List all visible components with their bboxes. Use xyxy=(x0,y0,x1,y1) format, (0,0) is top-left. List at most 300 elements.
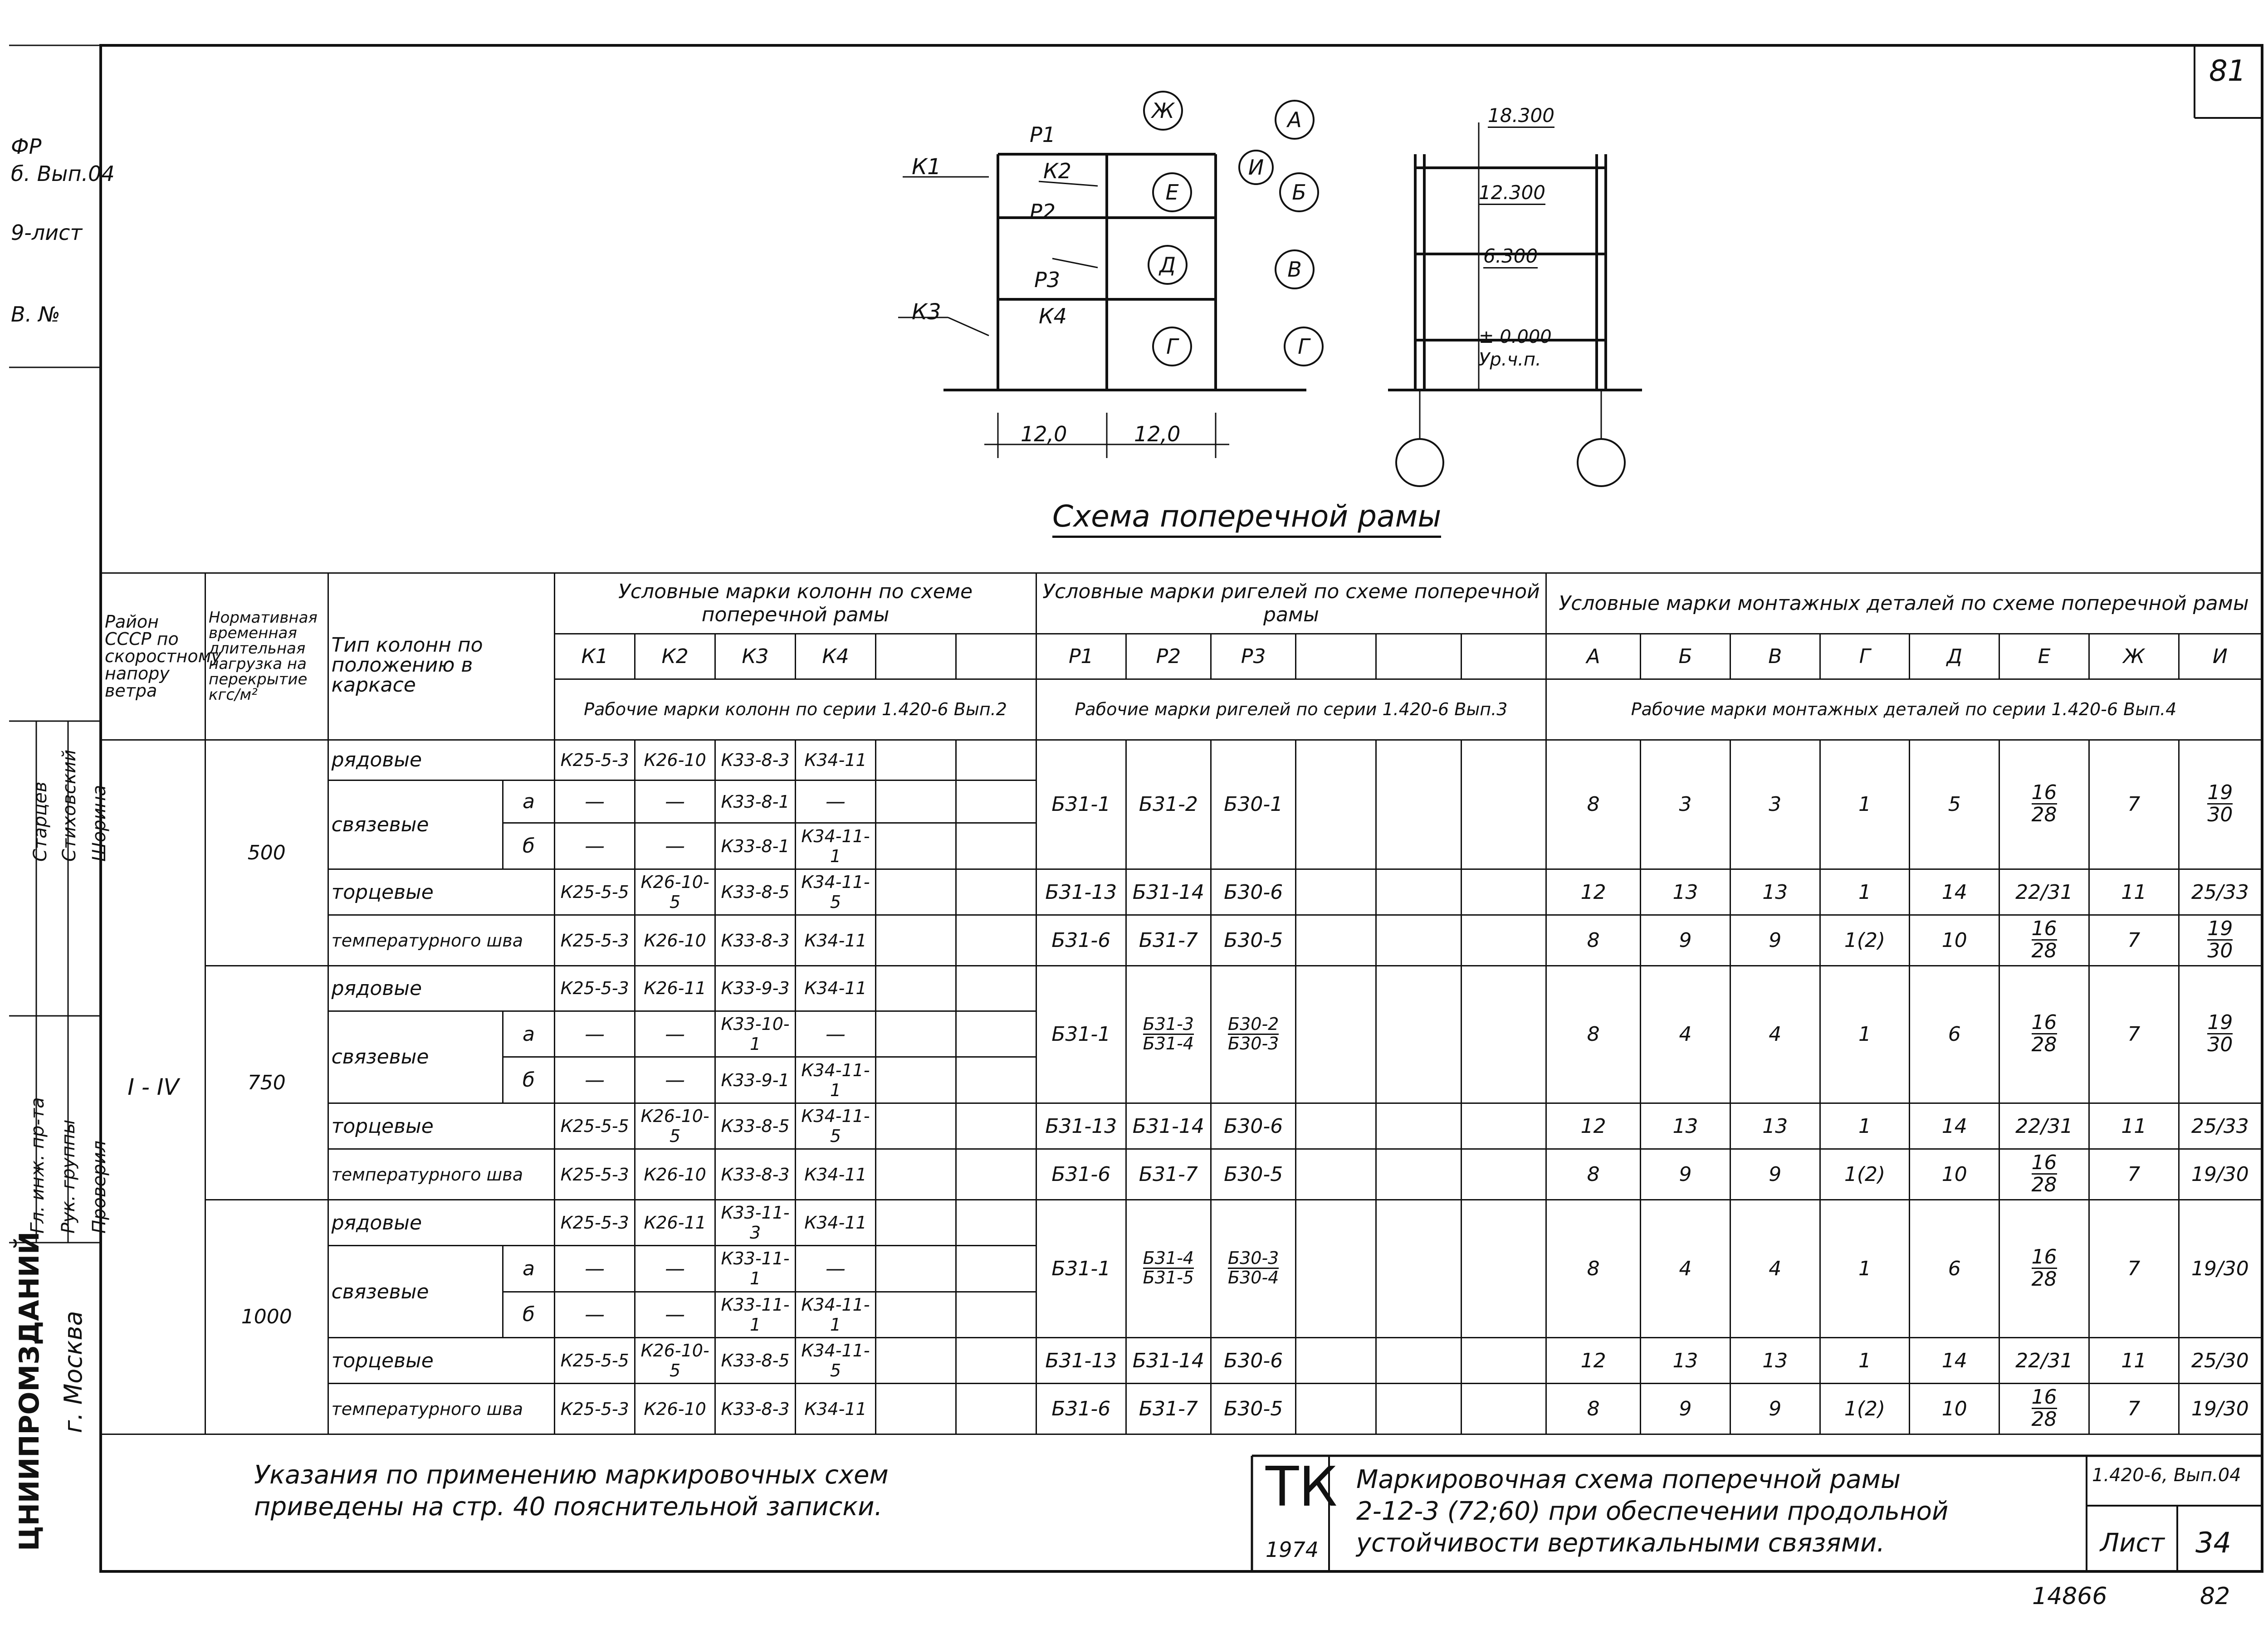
cell-k1: К25-5-3 xyxy=(555,915,635,966)
cell-empty xyxy=(956,1103,1036,1149)
cell-p1: Б31-13 xyxy=(1036,1103,1126,1149)
cell-k1: К25-5-3 xyxy=(555,966,635,1011)
node-e: Е xyxy=(1152,172,1192,212)
cell-k2: К26-11 xyxy=(635,1200,715,1245)
span-dimension-2: 12,0 xyxy=(1134,422,1181,446)
col-mark-k3: К3 xyxy=(715,634,796,679)
cell-empty xyxy=(1376,1337,1461,1383)
type-row-750: рядовые xyxy=(328,966,555,1011)
fraction-bottom: 28 xyxy=(2031,1173,2057,1197)
fraction-bottom: 30 xyxy=(2207,803,2233,827)
cell-e xyxy=(1999,1384,2089,1434)
fraction-top: 16 xyxy=(2031,781,2057,805)
cell-empty xyxy=(1296,966,1376,1103)
cell-d: 6 xyxy=(1910,1200,1999,1337)
cell-k4: К34-11-5 xyxy=(796,1103,876,1149)
cell-p2: Б31-2 xyxy=(1126,740,1211,869)
cell-p2: Б31-7 xyxy=(1126,1149,1211,1200)
cell-k4: К34-11 xyxy=(796,966,876,1011)
cell-a: 8 xyxy=(1546,966,1641,1103)
col-mark-k1: К1 xyxy=(555,634,635,679)
cell-d: 10 xyxy=(1910,915,1999,966)
cell-e: 22/31 xyxy=(1999,869,2089,915)
cell-v: 13 xyxy=(1730,1103,1820,1149)
cell-g: 1(2) xyxy=(1820,1149,1910,1200)
cell-e xyxy=(1999,915,2089,966)
cell-empty xyxy=(875,1200,956,1245)
col-mark-k4: К4 xyxy=(796,634,876,679)
cell-dash: — xyxy=(796,780,876,823)
column-mark-k1: К1 xyxy=(912,154,941,180)
det-mark-b: Б xyxy=(1641,634,1730,679)
cell-empty xyxy=(956,1200,1036,1245)
cell-empty xyxy=(1376,1149,1461,1200)
margin-text-3: 9-лист xyxy=(11,220,83,245)
cell-p3: Б30-6 xyxy=(1211,869,1296,915)
node-g-2: Г xyxy=(1284,327,1324,366)
beam-mark-p1: Р1 xyxy=(1030,122,1056,147)
cell-b: 3 xyxy=(1641,740,1730,869)
det-mark-v: В xyxy=(1730,634,1820,679)
stamp-title-3: устойчивости вертикальными связями. xyxy=(1356,1528,1885,1558)
cell-k1: К25-5-3 xyxy=(555,1200,635,1245)
cell-p1: Б31-6 xyxy=(1036,915,1126,966)
type-tie-750: связевые xyxy=(328,1011,503,1103)
node-zh: Ж xyxy=(1143,91,1183,131)
cell-empty xyxy=(1376,1103,1461,1149)
cell-k1: К25-5-3 xyxy=(555,1384,635,1434)
cell-d: 14 xyxy=(1910,1337,1999,1383)
cell-k3: К33-8-5 xyxy=(715,1103,796,1149)
cell-dash: — xyxy=(635,1057,715,1103)
cell-empty xyxy=(956,740,1036,780)
cell-a: 8 xyxy=(1546,915,1641,966)
header-column-marks: Условные марки колонн по схеме поперечной рамы xyxy=(555,573,1036,634)
column-mark-k2: К2 xyxy=(1043,159,1071,183)
cell-empty xyxy=(956,1246,1036,1292)
cell-d: 5 xyxy=(1910,740,1999,869)
cell-i: 19/30 xyxy=(2179,1149,2261,1200)
cell-k3: К33-9-1 xyxy=(715,1057,796,1103)
det-mark-d: Д xyxy=(1910,634,1999,679)
cell-empty xyxy=(1376,1200,1461,1337)
cell-k3: К33-8-1 xyxy=(715,780,796,823)
level-6300: 6.300 xyxy=(1483,245,1538,268)
level-12300: 12.300 xyxy=(1479,181,1545,205)
node-i: И xyxy=(1238,150,1274,185)
cell-p2: Б31-14 xyxy=(1126,869,1211,915)
cell-empty xyxy=(956,869,1036,915)
cell-empty xyxy=(1461,1103,1546,1149)
cell-empty xyxy=(1461,1384,1546,1434)
cell-a: 8 xyxy=(1546,1384,1641,1434)
cell-empty xyxy=(956,966,1036,1011)
column-mark-k3: К3 xyxy=(912,299,941,325)
sub-b: б xyxy=(503,1057,555,1103)
cell-empty xyxy=(1461,1200,1546,1337)
header-column-type: Тип колонн по положению в каркасе xyxy=(328,573,555,740)
cell-i xyxy=(2179,915,2261,966)
cell-empty xyxy=(1461,869,1546,915)
cell-p2: Б31-7 xyxy=(1126,1384,1211,1434)
cell-empty xyxy=(875,1246,956,1292)
span-dimension-1: 12,0 xyxy=(1021,422,1067,446)
cell-zh: 7 xyxy=(2089,1384,2179,1434)
beam-mark-empty xyxy=(1376,634,1461,679)
cell-empty xyxy=(875,966,956,1011)
cell-zh: 7 xyxy=(2089,966,2179,1103)
cell-empty xyxy=(956,823,1036,869)
type-temp-1000: температурного шва xyxy=(328,1384,555,1434)
cell-e: 22/31 xyxy=(1999,1337,2089,1383)
cell-g: 1 xyxy=(1820,869,1910,915)
det-mark-zh: Ж xyxy=(2089,634,2179,679)
role-label-3: Проверил xyxy=(89,1140,110,1234)
cell-empty xyxy=(1376,966,1461,1103)
cell-zh: 11 xyxy=(2089,869,2179,915)
cell-a: 8 xyxy=(1546,1200,1641,1337)
district-value: I - IV xyxy=(102,740,205,1434)
cell-i: 25/33 xyxy=(2179,1103,2261,1149)
type-row-500: рядовые xyxy=(328,740,555,780)
stamp-title-1: Маркировочная схема поперечной рамы xyxy=(1356,1465,1901,1494)
type-end-750: торцевые xyxy=(328,1103,555,1149)
cell-empty xyxy=(875,915,956,966)
page-number-bottom: 82 xyxy=(2200,1583,2230,1610)
sheet-number: 81 xyxy=(2209,54,2246,88)
cell-p3 xyxy=(1211,1200,1296,1337)
sub-a: а xyxy=(503,1011,555,1057)
cell-d: 6 xyxy=(1910,966,1999,1103)
cell-k3: К33-8-3 xyxy=(715,915,796,966)
cell-p2 xyxy=(1126,1200,1211,1337)
cell-k4: К34-11 xyxy=(796,1149,876,1200)
cell-k3: К33-8-1 xyxy=(715,823,796,869)
beam-mark-p2: Р2 xyxy=(1030,200,1056,224)
cell-i xyxy=(2179,966,2261,1103)
cell-e xyxy=(1999,1149,2089,1200)
margin-text-1: ФР xyxy=(11,134,42,159)
cell-zh: 7 xyxy=(2089,1149,2179,1200)
cell-i: 25/33 xyxy=(2179,869,2261,915)
cell-p3 xyxy=(1211,966,1296,1103)
cell-empty xyxy=(1461,915,1546,966)
cell-k3: К33-10-1 xyxy=(715,1011,796,1057)
level-18300: 18.300 xyxy=(1488,104,1554,128)
node-a: А xyxy=(1275,100,1315,140)
marking-table xyxy=(101,572,2262,1435)
stamp-sheet-number: 34 xyxy=(2195,1526,2231,1559)
fraction-top: 16 xyxy=(2031,1385,2057,1409)
cell-empty xyxy=(1296,1384,1376,1434)
cell-d: 10 xyxy=(1910,1149,1999,1200)
cell-empty xyxy=(956,1011,1036,1057)
cell-e xyxy=(1999,966,2089,1103)
cell-empty xyxy=(875,823,956,869)
col-mark-empty xyxy=(956,634,1036,679)
inventory-number: 14866 xyxy=(2032,1583,2107,1610)
cell-k2: К26-10-5 xyxy=(635,1337,715,1383)
cell-g: 1 xyxy=(1820,966,1910,1103)
cell-k2: К26-10 xyxy=(635,740,715,780)
header-district: Район СССР по скоростному напору ветра xyxy=(102,573,205,740)
fraction-bottom: 28 xyxy=(2031,803,2057,827)
cell-k3: К33-11-1 xyxy=(715,1246,796,1292)
signature-name-1: Старцев xyxy=(30,781,51,862)
fraction-bottom: Б31-4 xyxy=(1143,1033,1194,1054)
cell-k1: К25-5-3 xyxy=(555,740,635,780)
cell-dash: — xyxy=(796,1246,876,1292)
cell-a: 8 xyxy=(1546,740,1641,869)
fraction-top: Б31-4 xyxy=(1143,1248,1194,1268)
fraction-top: 16 xyxy=(2031,917,2057,940)
type-row-1000: рядовые xyxy=(328,1200,555,1245)
cell-empty xyxy=(1376,869,1461,915)
cell-empty xyxy=(1296,1200,1376,1337)
cell-k3: К33-11-3 xyxy=(715,1200,796,1245)
cell-empty xyxy=(956,1384,1036,1434)
cell-b: 4 xyxy=(1641,1200,1730,1337)
fraction-bottom: 30 xyxy=(2207,939,2233,963)
cell-p3: Б30-6 xyxy=(1211,1103,1296,1149)
cell-e xyxy=(1999,740,2089,869)
cell-empty xyxy=(1376,740,1461,869)
cell-k4: К34-11 xyxy=(796,915,876,966)
cell-k3: К33-8-5 xyxy=(715,869,796,915)
cell-zh: 7 xyxy=(2089,915,2179,966)
signature-name-3: Шорина xyxy=(89,785,110,862)
stamp-sheet-label: Лист xyxy=(2100,1528,2165,1558)
cell-k4: К34-11-5 xyxy=(796,1337,876,1383)
cell-dash: — xyxy=(796,1011,876,1057)
cell-k4: К34-11-1 xyxy=(796,1292,876,1337)
col-mark-empty xyxy=(875,634,956,679)
cell-p3: Б30-6 xyxy=(1211,1337,1296,1383)
tk-logo: ТК xyxy=(1266,1456,1338,1519)
role-label-2: Рук. группы xyxy=(58,1119,79,1234)
header-beam-marks: Условные марки ригелей по схеме поперечной рамы xyxy=(1036,573,1546,634)
cell-b: 13 xyxy=(1641,1337,1730,1383)
cell-p2 xyxy=(1126,966,1211,1103)
cell-empty xyxy=(1296,1337,1376,1383)
cell-k1: К25-5-5 xyxy=(555,869,635,915)
column-mark-k4: К4 xyxy=(1039,304,1067,328)
load-750: 750 xyxy=(205,966,328,1200)
cell-empty xyxy=(875,1011,956,1057)
signature-name-2: Стиховский xyxy=(59,749,80,862)
cell-a: 12 xyxy=(1546,869,1641,915)
header-detail-marks: Условные марки монтажных деталей по схеме поперечной рамы xyxy=(1546,573,2262,634)
cell-k2: К26-10 xyxy=(635,1384,715,1434)
cell-v: 9 xyxy=(1730,915,1820,966)
type-end-1000: торцевые xyxy=(328,1337,555,1383)
sub-a: а xyxy=(503,780,555,823)
cell-empty xyxy=(875,780,956,823)
cell-zh: 7 xyxy=(2089,1200,2179,1337)
cell-empty xyxy=(956,1337,1036,1383)
cell-v: 13 xyxy=(1730,869,1820,915)
cell-empty xyxy=(956,1057,1036,1103)
cell-empty xyxy=(1461,1337,1546,1383)
cell-empty xyxy=(1376,915,1461,966)
cell-p1: Б31-13 xyxy=(1036,1337,1126,1383)
type-tie-1000: связевые xyxy=(328,1246,503,1338)
cell-g: 1 xyxy=(1820,1337,1910,1383)
cell-empty xyxy=(1376,1384,1461,1434)
cell-p1: Б31-1 xyxy=(1036,740,1126,869)
node-b: Б xyxy=(1279,172,1319,212)
cell-p1: Б31-13 xyxy=(1036,869,1126,915)
cell-g: 1 xyxy=(1820,740,1910,869)
fraction-bottom: Б31-5 xyxy=(1143,1268,1194,1288)
cell-v: 4 xyxy=(1730,966,1820,1103)
cell-b: 9 xyxy=(1641,915,1730,966)
organization-name: ЦНИИПРОМЗДАНИЙ xyxy=(14,1231,45,1551)
cell-i xyxy=(2179,740,2261,869)
fraction-bottom: 28 xyxy=(2031,1267,2057,1291)
cell-empty xyxy=(956,1292,1036,1337)
cell-empty xyxy=(875,740,956,780)
cell-e xyxy=(1999,1200,2089,1337)
cell-e: 22/31 xyxy=(1999,1103,2089,1149)
header-load: Нормативная временная длительная нагрузка на перекрытие кгс/м² xyxy=(205,573,328,740)
cell-g: 1 xyxy=(1820,1103,1910,1149)
work-marks-columns: Рабочие марки колонн по серии 1.420-6 Вып.2 xyxy=(555,679,1036,740)
fraction-top: 16 xyxy=(2031,1011,2057,1034)
cell-k3: К33-8-3 xyxy=(715,1149,796,1200)
cell-empty xyxy=(1296,869,1376,915)
cell-v: 4 xyxy=(1730,1200,1820,1337)
cell-p1: Б31-6 xyxy=(1036,1384,1126,1434)
cell-empty xyxy=(1461,966,1546,1103)
cell-v: 9 xyxy=(1730,1149,1820,1200)
note-line-2: приведены на стр. 40 пояснительной записки. xyxy=(254,1492,883,1522)
cell-empty xyxy=(875,1384,956,1434)
cell-p3: Б30-5 xyxy=(1211,915,1296,966)
beam-mark-p3-header: Р3 xyxy=(1211,634,1296,679)
work-marks-beams: Рабочие марки ригелей по серии 1.420-6 Вып.3 xyxy=(1036,679,1546,740)
cell-empty xyxy=(875,1337,956,1383)
cell-k4: К34-11-5 xyxy=(796,869,876,915)
cell-b: 4 xyxy=(1641,966,1730,1103)
cell-dash: — xyxy=(635,1292,715,1337)
type-end-500: торцевые xyxy=(328,869,555,915)
node-g-1: Г xyxy=(1152,327,1192,366)
cell-k3: К33-8-3 xyxy=(715,740,796,780)
note-line-1: Указания по применению маркировочных схем xyxy=(254,1460,889,1490)
cell-b: 9 xyxy=(1641,1149,1730,1200)
fraction-bottom: 28 xyxy=(2031,1033,2057,1057)
cell-k4: К34-11-1 xyxy=(796,1057,876,1103)
cell-empty xyxy=(875,1292,956,1337)
col-mark-k2: К2 xyxy=(635,634,715,679)
cell-a: 12 xyxy=(1546,1103,1641,1149)
cell-empty xyxy=(875,1057,956,1103)
cell-p3: Б30-5 xyxy=(1211,1384,1296,1434)
cell-p3: Б30-5 xyxy=(1211,1149,1296,1200)
scheme-title: Схема поперечной рамы xyxy=(1052,499,1441,538)
cell-i: 19/30 xyxy=(2179,1384,2261,1434)
type-temp-500: температурного шва xyxy=(328,915,555,966)
cell-dash: — xyxy=(635,780,715,823)
cell-empty xyxy=(875,1103,956,1149)
stamp-year: 1974 xyxy=(1266,1537,1319,1562)
cell-v: 3 xyxy=(1730,740,1820,869)
margin-text-2: б. Вып.04 xyxy=(11,161,115,186)
cell-dash: — xyxy=(555,1011,635,1057)
cell-empty xyxy=(875,1149,956,1200)
det-mark-i: И xyxy=(2179,634,2261,679)
cell-p2: Б31-14 xyxy=(1126,1337,1211,1383)
cell-d: 10 xyxy=(1910,1384,1999,1434)
cell-k2: К26-10-5 xyxy=(635,1103,715,1149)
cell-k4: К34-11 xyxy=(796,1200,876,1245)
type-tie-500: связевые xyxy=(328,780,503,869)
cell-k3: К33-11-1 xyxy=(715,1292,796,1337)
det-mark-e: Е xyxy=(1999,634,2089,679)
det-mark-a: А xyxy=(1546,634,1641,679)
cell-i: 19/30 xyxy=(2179,1200,2261,1337)
role-label-1: Гл. инж. пр-та xyxy=(27,1097,48,1234)
cell-empty xyxy=(1296,1103,1376,1149)
node-d: Д xyxy=(1148,245,1188,285)
cell-p2: Б31-7 xyxy=(1126,915,1211,966)
cell-k1: К25-5-3 xyxy=(555,1149,635,1200)
fraction-bottom: 28 xyxy=(2031,939,2057,963)
type-temp-750: температурного шва xyxy=(328,1149,555,1200)
beam-mark-p1-header: Р1 xyxy=(1036,634,1126,679)
stamp-series: 1.420-6, Вып.04 xyxy=(2092,1465,2241,1486)
cell-b: 13 xyxy=(1641,1103,1730,1149)
cell-d: 14 xyxy=(1910,869,1999,915)
cell-k3: К33-8-3 xyxy=(715,1384,796,1434)
sub-a: а xyxy=(503,1246,555,1292)
stamp-title-2: 2-12-3 (72;60) при обеспечении продольной xyxy=(1356,1497,1949,1526)
work-marks-details: Рабочие марки монтажных деталей по серии 1.420-6 Вып.4 xyxy=(1546,679,2262,740)
fraction-top: Б30-3 xyxy=(1228,1248,1279,1268)
cell-k2: К26-10 xyxy=(635,1149,715,1200)
fraction-top: 16 xyxy=(2031,1151,2057,1174)
cell-k4: К34-11-1 xyxy=(796,823,876,869)
cell-empty xyxy=(1461,1149,1546,1200)
cell-k2: К26-10-5 xyxy=(635,869,715,915)
load-500: 500 xyxy=(205,740,328,966)
cell-dash: — xyxy=(635,1246,715,1292)
cell-empty xyxy=(1296,915,1376,966)
cell-zh: 7 xyxy=(2089,740,2179,869)
cell-p1: Б31-1 xyxy=(1036,966,1126,1103)
cell-k3: К33-9-3 xyxy=(715,966,796,1011)
fraction-bottom: 30 xyxy=(2207,1033,2233,1057)
cell-p1: Б31-6 xyxy=(1036,1149,1126,1200)
load-1000: 1000 xyxy=(205,1200,328,1434)
cell-d: 14 xyxy=(1910,1103,1999,1149)
beam-mark-empty xyxy=(1461,634,1546,679)
fraction-top: 19 xyxy=(2207,781,2233,805)
fraction-top: Б31-3 xyxy=(1143,1014,1194,1034)
beam-mark-p2-header: Р2 xyxy=(1126,634,1211,679)
cell-a: 12 xyxy=(1546,1337,1641,1383)
elevation-drawing xyxy=(1388,91,1660,499)
cell-k1: К25-5-5 xyxy=(555,1103,635,1149)
margin-text-4: В. № xyxy=(11,302,60,327)
cell-k4: К34-11 xyxy=(796,1384,876,1434)
cell-dash: — xyxy=(635,1011,715,1057)
sub-b: б xyxy=(503,1292,555,1337)
cell-v: 9 xyxy=(1730,1384,1820,1434)
cell-k1: К25-5-5 xyxy=(555,1337,635,1383)
cell-zh: 11 xyxy=(2089,1337,2179,1383)
